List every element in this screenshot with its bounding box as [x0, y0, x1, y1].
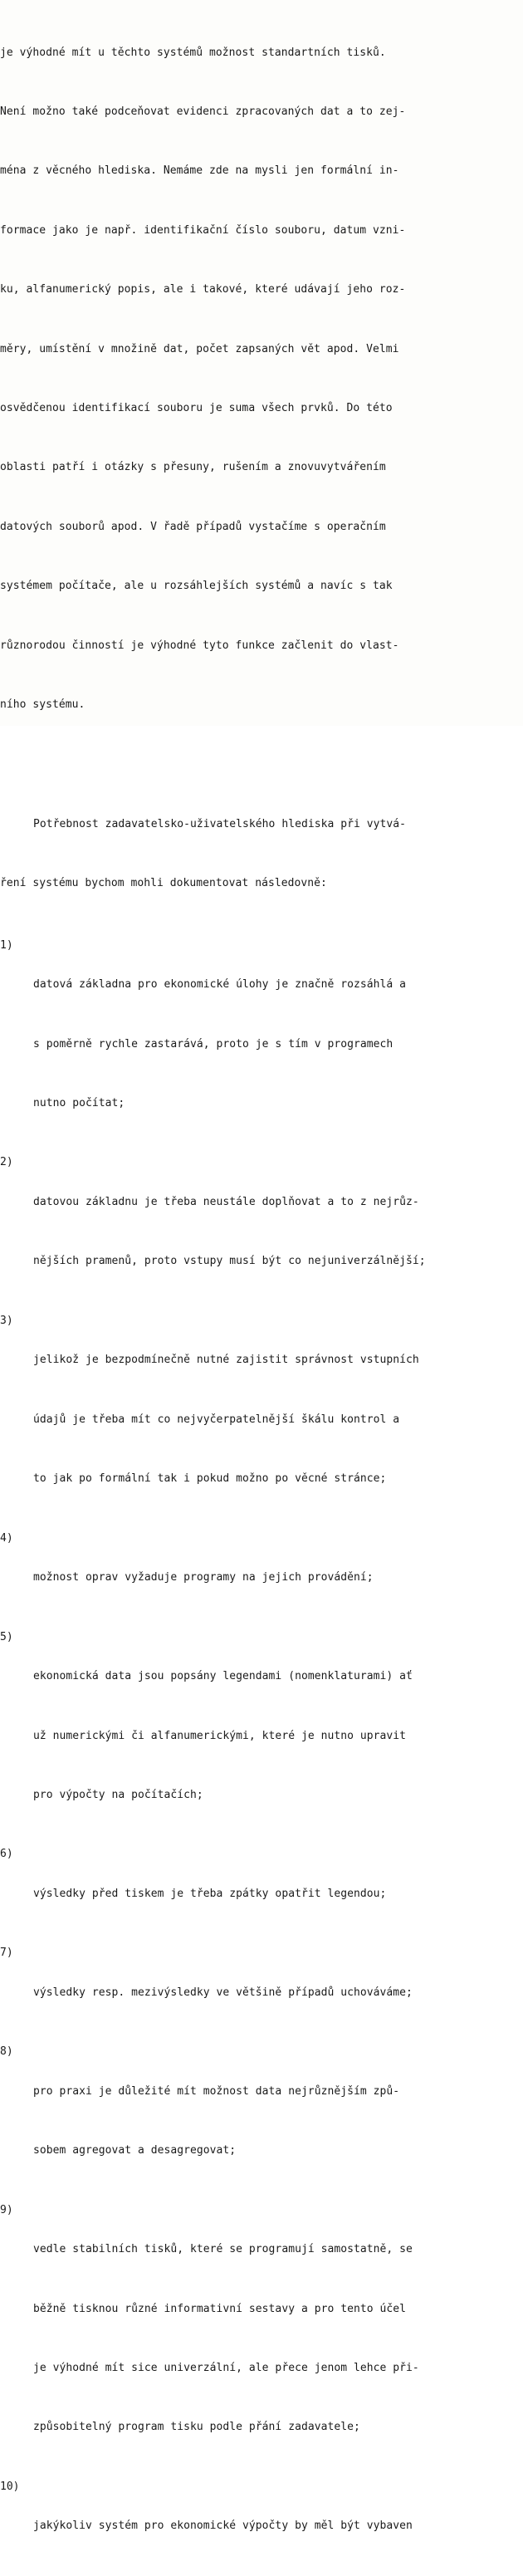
text-line: datovou základnu je třeba neustále doplňovat a to z nejrůz- — [33, 1196, 419, 1209]
text-line: ku, alfanumerický popis, ale i takové, které udávají jeho roz- — [0, 283, 406, 296]
text-line: jelikož je bezpodmínečně nutné zajistit správnost vstupních — [33, 1354, 419, 1367]
text-line: možnost oprav vyžaduje programy na jejich provádění; — [33, 1571, 374, 1584]
item-number: 6) — [0, 1848, 13, 1861]
text-line: vedle stabilních tisků, které se programují samostatně, se — [33, 2243, 413, 2256]
text-line: formace jako je např. identifikační číslo souboru, datum vzni- — [0, 223, 406, 237]
item-number: 1) — [0, 938, 13, 952]
text-line: pro praxi je důležité mít možnost data nejrůznějším způ- — [33, 2084, 400, 2098]
item-number: 2) — [0, 1156, 13, 1169]
text-line: nějších pramenů, proto vstupy musí být co nejuniverzálnější; — [33, 1255, 426, 1268]
text-line: pro výpočty na počítačích; — [33, 1788, 203, 1801]
list-item — [0, 1529, 518, 1628]
text-line: s poměrně rychle zastarává, proto je s tím v programech — [33, 1037, 393, 1050]
text-line: měry, umístění v množině dat, počet zapsaných vět apod. Velmi — [0, 342, 399, 355]
text-line: sobem agregovat a desagregovat; — [33, 2144, 237, 2157]
text-line: výsledky před tiskem je třeba zpátky opatřit legendou; — [33, 1887, 387, 1900]
item-number: 8) — [0, 2045, 13, 2059]
text-line: ména z věcného hlediska. Nemáme zde na mysli jen formální in- — [0, 164, 399, 178]
list-item — [0, 936, 518, 1153]
text-line: ního systému. — [0, 698, 86, 711]
text-line: ření systému bychom mohli dokumentovat následovně: — [0, 877, 327, 890]
list-item — [0, 2201, 518, 2477]
list-item — [0, 1628, 518, 1845]
paragraph-evidence — [0, 3, 518, 754]
list-item — [0, 2477, 518, 2576]
paragraph-intro — [0, 775, 518, 933]
text-line: osvědčenou identifikací souboru je suma všech prvků. Do této — [0, 401, 393, 414]
text-line: nutno počítat; — [33, 1097, 125, 1110]
text-line: způsobitelný program tisku podle přání zadavatele; — [33, 2421, 360, 2434]
list-item — [0, 1311, 518, 1529]
list-item — [0, 1943, 518, 2042]
list-item — [0, 2042, 518, 2200]
item-number: 4) — [0, 1531, 13, 1545]
text-line: je výhodné mít sice univerzální, ale přece jenom lehce při- — [33, 2362, 419, 2375]
text-line: systémem počítače, ale u rozsáhlejších systémů a navíc s tak — [0, 580, 393, 593]
text-line: běžně tisknou různé informativní sestavy a pro tento účel — [33, 2302, 406, 2315]
list-item — [0, 1153, 518, 1310]
item-number: 5) — [0, 1630, 13, 1643]
item-number: 3) — [0, 1314, 13, 1327]
text-line: různorodou činností je výhodné tyto funkce začlenit do vlast- — [0, 639, 399, 652]
text-line: Potřebnost zadavatelsko-uživatelského hlediska při vytvá- — [33, 817, 406, 830]
text-line: je výhodné mít u těchto systémů možnost standartních tisků. — [0, 46, 386, 59]
text-line: ekonomická data jsou popsány legendami (nomenklaturami) ať — [33, 1670, 413, 1683]
text-line: oblasti patří i otázky s přesuny, rušením a znovuvytvářením — [0, 461, 386, 474]
requirements-list — [0, 936, 518, 2576]
item-number: 7) — [0, 1947, 13, 1960]
text-line: výsledky resp. mezivýsledky ve většině případů uchováváme; — [33, 1986, 413, 1999]
text-line: to jak po formální tak i pokud možno po věcné stránce; — [33, 1472, 387, 1486]
text-line: už numerickými či alfanumerickými, které je nutno upravit — [33, 1729, 406, 1742]
text-line: datových souborů apod. V řadě případů vystačíme s operačním — [0, 520, 386, 533]
text-line: Není možno také podceňovat evidenci zpracovaných dat a to zej- — [0, 105, 406, 118]
text-line: jakýkoliv systém pro ekonomické výpočty by měl být vybaven — [33, 2520, 413, 2533]
item-number: 9) — [0, 2203, 13, 2216]
text-line: údajů je třeba mít co nejvyčerpatelnější škálu kontrol a — [33, 1413, 400, 1426]
list-item — [0, 1844, 518, 1943]
item-number: 10) — [0, 2480, 20, 2493]
text-line: datová základna pro ekonomické úlohy je značně rozsáhlá a — [33, 978, 406, 992]
